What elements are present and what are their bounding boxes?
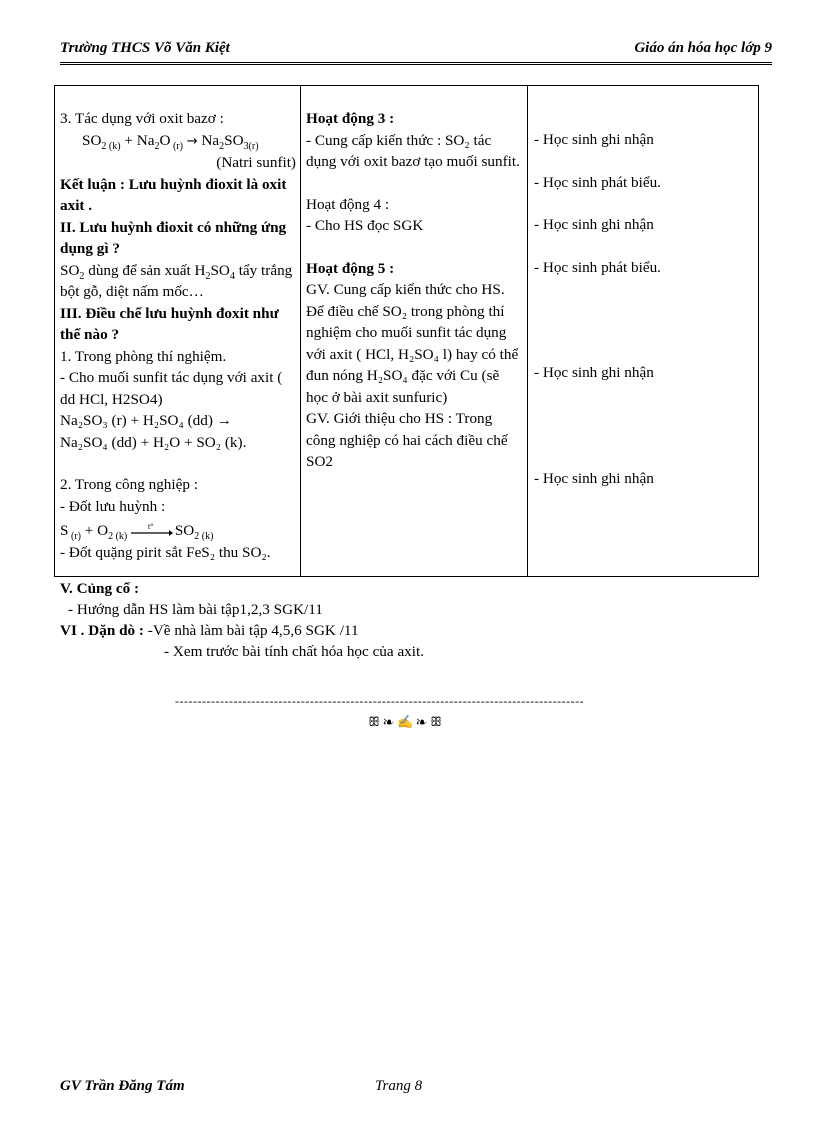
activity-5-text: GV. Cung cấp kiến thức cho HS. Để điều chế SO₂ trong phòng thí nghiệm cho muối sunfit tác dụng với axit ( HCl, H₂SO₄ l) hay có thể đun nóng H₂SO₄ đặc với Cu (sẽ học ở bài axit sunfuric) [306,281,519,406]
equation-so2-na2o: $SO_2$ $_{(k)} + Na_2O$ $_{(r)} \to Na_2SO_{3(r)}$ [82,131,259,152]
industry-intro-text: GV. Giới thiệu cho HS : Trong công nghiệp có hai cách điều chế SO2 [306,410,508,470]
uses-text: $SO_2$ dùng để sản xuất $H_2SO_4$ tẩy trắng bột gỗ, diệt nấm mốc… [60,261,293,300]
equation-lab-line2: Na₂SO₄ (dd) + H₂O + SO₂ (k). [60,433,247,451]
lesson-table [54,85,759,577]
school-name: Trường THCS Võ Văn Kiệt [60,40,230,56]
equation-lab-line1: Na₂SO₃ (r) + H₂SO₄ (dd) → [60,412,232,429]
student-response-5: - Học sinh ghi nhận [534,364,654,381]
page-header [60,40,772,65]
page-number: Trang 8 [375,1078,423,1094]
activity-3-text: - Cung cấp kiến thức : SO₂ tác dụng với oxit bazơ tạo muối sunfit. [306,131,520,170]
subject-title: Giáo án hóa học lớp 9 [634,40,772,56]
lab-title: 1. Trong phòng thí nghiệm. [60,347,227,365]
activity-4-title: Hoạt động 4 : [306,195,390,213]
student-response-3: - Học sinh ghi nhận [534,216,654,233]
burn-sulfur: - Đốt lưu huỳnh : [60,497,166,515]
homework-heading: VI . Dặn dò : [60,622,144,639]
conclusion: Kết luận : Lưu huỳnh đioxit là oxit axit . [60,175,287,214]
divider-line: ------------------------------------------------------------------------------------------- [175,694,585,708]
section-3-heading: III. Điều chế lưu huỳnh đoxit như thế nào ? [60,304,279,343]
student-activity-column [528,86,759,577]
industry-title: 2. Trong công nghiệp : [60,476,198,493]
decorative-ornament: ꕥ ❧ ✍ ❧ ꕥ [368,714,443,729]
content-column [55,86,301,577]
activity-3-title: Hoạt động 3 : [306,110,395,127]
teacher-name: GV Trần Đăng Tám [60,1078,185,1094]
student-response-4: - Học sinh phát biểu. [534,258,661,276]
homework-section [60,620,424,662]
student-response-1: - Học sinh ghi nhận [534,131,654,148]
consolidation-section [60,578,323,620]
equation-burn-sulfur: S $_{(r)} + O_2$ $_{(k)}$ t° $SO_2$ $_{(k)}$ [60,521,214,543]
lab-description: - Cho muối sunfit tác dụng với axit ( dd HCl, H2SO4) [60,369,283,408]
section-2-heading: II. Lưu huỳnh đioxit có những ứng dụng gì ? [60,218,287,257]
svg-text:t°: t° [148,521,154,531]
section-3-title: 3. Tác dụng với oxit bazơ : [60,110,224,127]
student-response-2: - Học sinh phát biểu. [534,173,661,191]
teacher-activity-column [301,86,528,577]
homework-line-2: - Xem trước bài tính chất hóa học của axit. [164,643,425,660]
student-response-6: - Học sinh ghi nhận [534,469,654,487]
pyrite-method: - Đốt quặng pirit sắt FeS₂ thu SO₂. [60,543,271,561]
heat-arrow-icon [131,521,171,537]
activity-4-text: - Cho HS đọc SGK [306,217,424,234]
consolidation-heading: V. Củng cố : [60,580,140,597]
reaction-arrow-icon: → [186,133,198,149]
product-name: (Natri sunfit) [216,154,296,171]
homework-line-1: -Về nhà làm bài tập 4,5,6 SGK /11 [147,622,359,639]
activity-5-title: Hoạt động 5 : [306,259,395,277]
consolidation-text: - Hướng dẫn HS làm bài tập1,2,3 SGK/11 [68,601,323,618]
